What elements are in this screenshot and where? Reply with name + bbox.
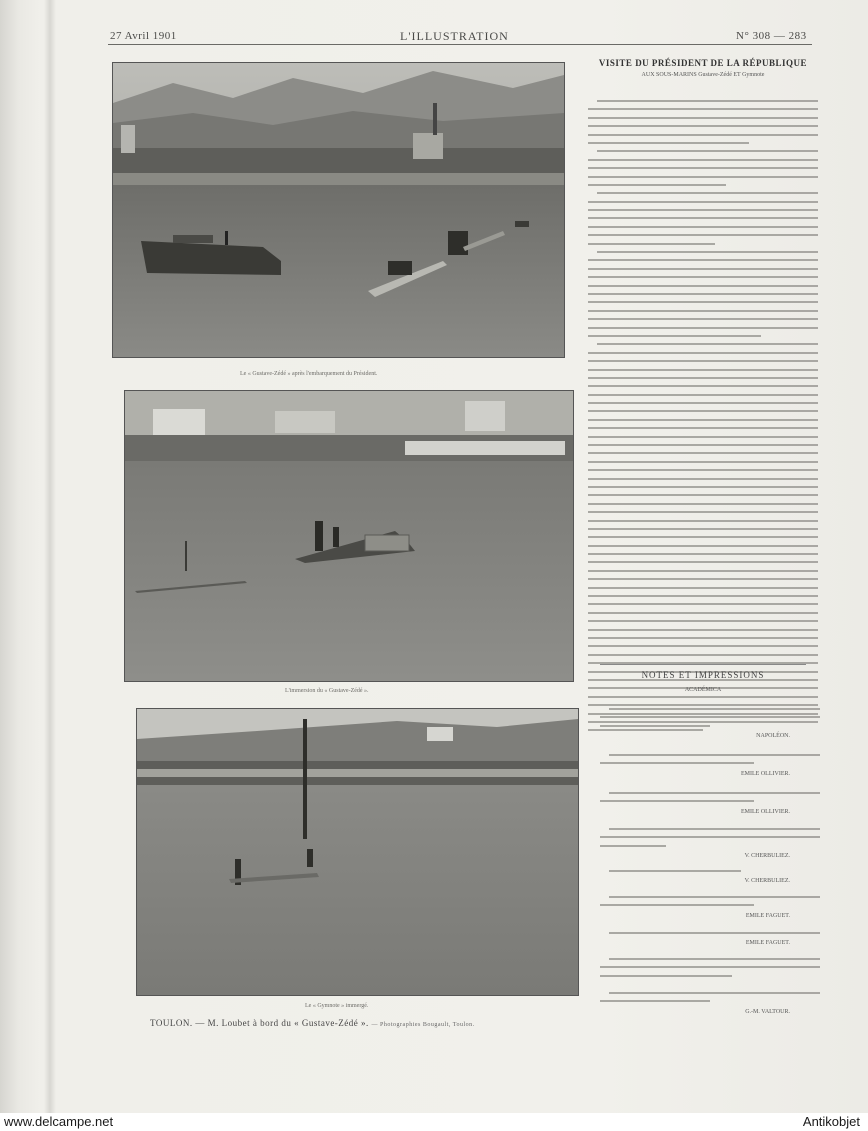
photo-caption-2: L'immersion du « Gustave-Zédé ». bbox=[285, 688, 369, 694]
quote-3 bbox=[600, 792, 820, 815]
article-title: VISITE DU PRÉSIDENT DE LA RÉPUBLIQUE bbox=[598, 58, 808, 68]
quote-author: V. CHERBULIEZ. bbox=[744, 853, 790, 860]
header-rule bbox=[108, 44, 812, 45]
quote-8 bbox=[600, 958, 820, 983]
photo-credit bbox=[150, 1018, 475, 1028]
quote-author: NAPOLÉON. bbox=[756, 733, 790, 740]
quote-6 bbox=[600, 896, 820, 919]
quote-author: V. CHERBULIEZ. bbox=[744, 878, 790, 885]
header-date: 27 Avril 1901 bbox=[110, 30, 177, 42]
quote-author: EMILE OLLIVIER. bbox=[741, 770, 790, 777]
quote-author: EMILE FAGUET. bbox=[745, 940, 790, 947]
article-subtitle: AUX SOUS-MARINS Gustave-Zédé ET Gymnote bbox=[641, 72, 765, 78]
quote-1 bbox=[600, 708, 820, 739]
quote-2 bbox=[600, 754, 820, 777]
notes-title: NOTES ET IMPRESSIONS bbox=[641, 670, 765, 680]
notes-rule bbox=[600, 664, 806, 665]
credit-photographer: — Photographies Bougault, Toulon. bbox=[371, 1022, 475, 1028]
photo-gymnote-submerged bbox=[136, 708, 579, 996]
photo-caption-1: Le « Gustave-Zédé » après l'embarquement du Président. bbox=[240, 371, 378, 377]
quote-7 bbox=[600, 932, 820, 946]
page-fold-shadow bbox=[44, 0, 56, 1113]
header-title: L'ILLUSTRATION bbox=[400, 29, 509, 43]
quote-author: EMILE OLLIVIER. bbox=[741, 808, 790, 815]
quote-9 bbox=[600, 992, 820, 1015]
quote-4 bbox=[600, 828, 820, 859]
article-body bbox=[588, 100, 818, 738]
photo-caption-3: Le « Gymnote » immergé. bbox=[305, 1003, 369, 1009]
header-issue: N° 308 — 283 bbox=[736, 30, 807, 42]
quote-author: G.-M. VALTOUR. bbox=[745, 1008, 790, 1015]
footer-right-text: Antikobjet bbox=[802, 1114, 860, 1129]
watermark-footer bbox=[0, 1113, 868, 1131]
credit-main: TOULON. — M. Loubet à bord du « Gustave-Zédé ». bbox=[150, 1018, 369, 1028]
quote-5 bbox=[600, 870, 820, 884]
photo-gustave-zede-immersion bbox=[124, 390, 574, 682]
quote-author: EMILE FAGUET. bbox=[745, 912, 790, 919]
footer-left-text: www.delcampe.net bbox=[4, 1114, 114, 1129]
photo-gustave-zede-embark bbox=[112, 62, 565, 358]
notes-subtitle: ACADÉMICA bbox=[684, 687, 722, 693]
